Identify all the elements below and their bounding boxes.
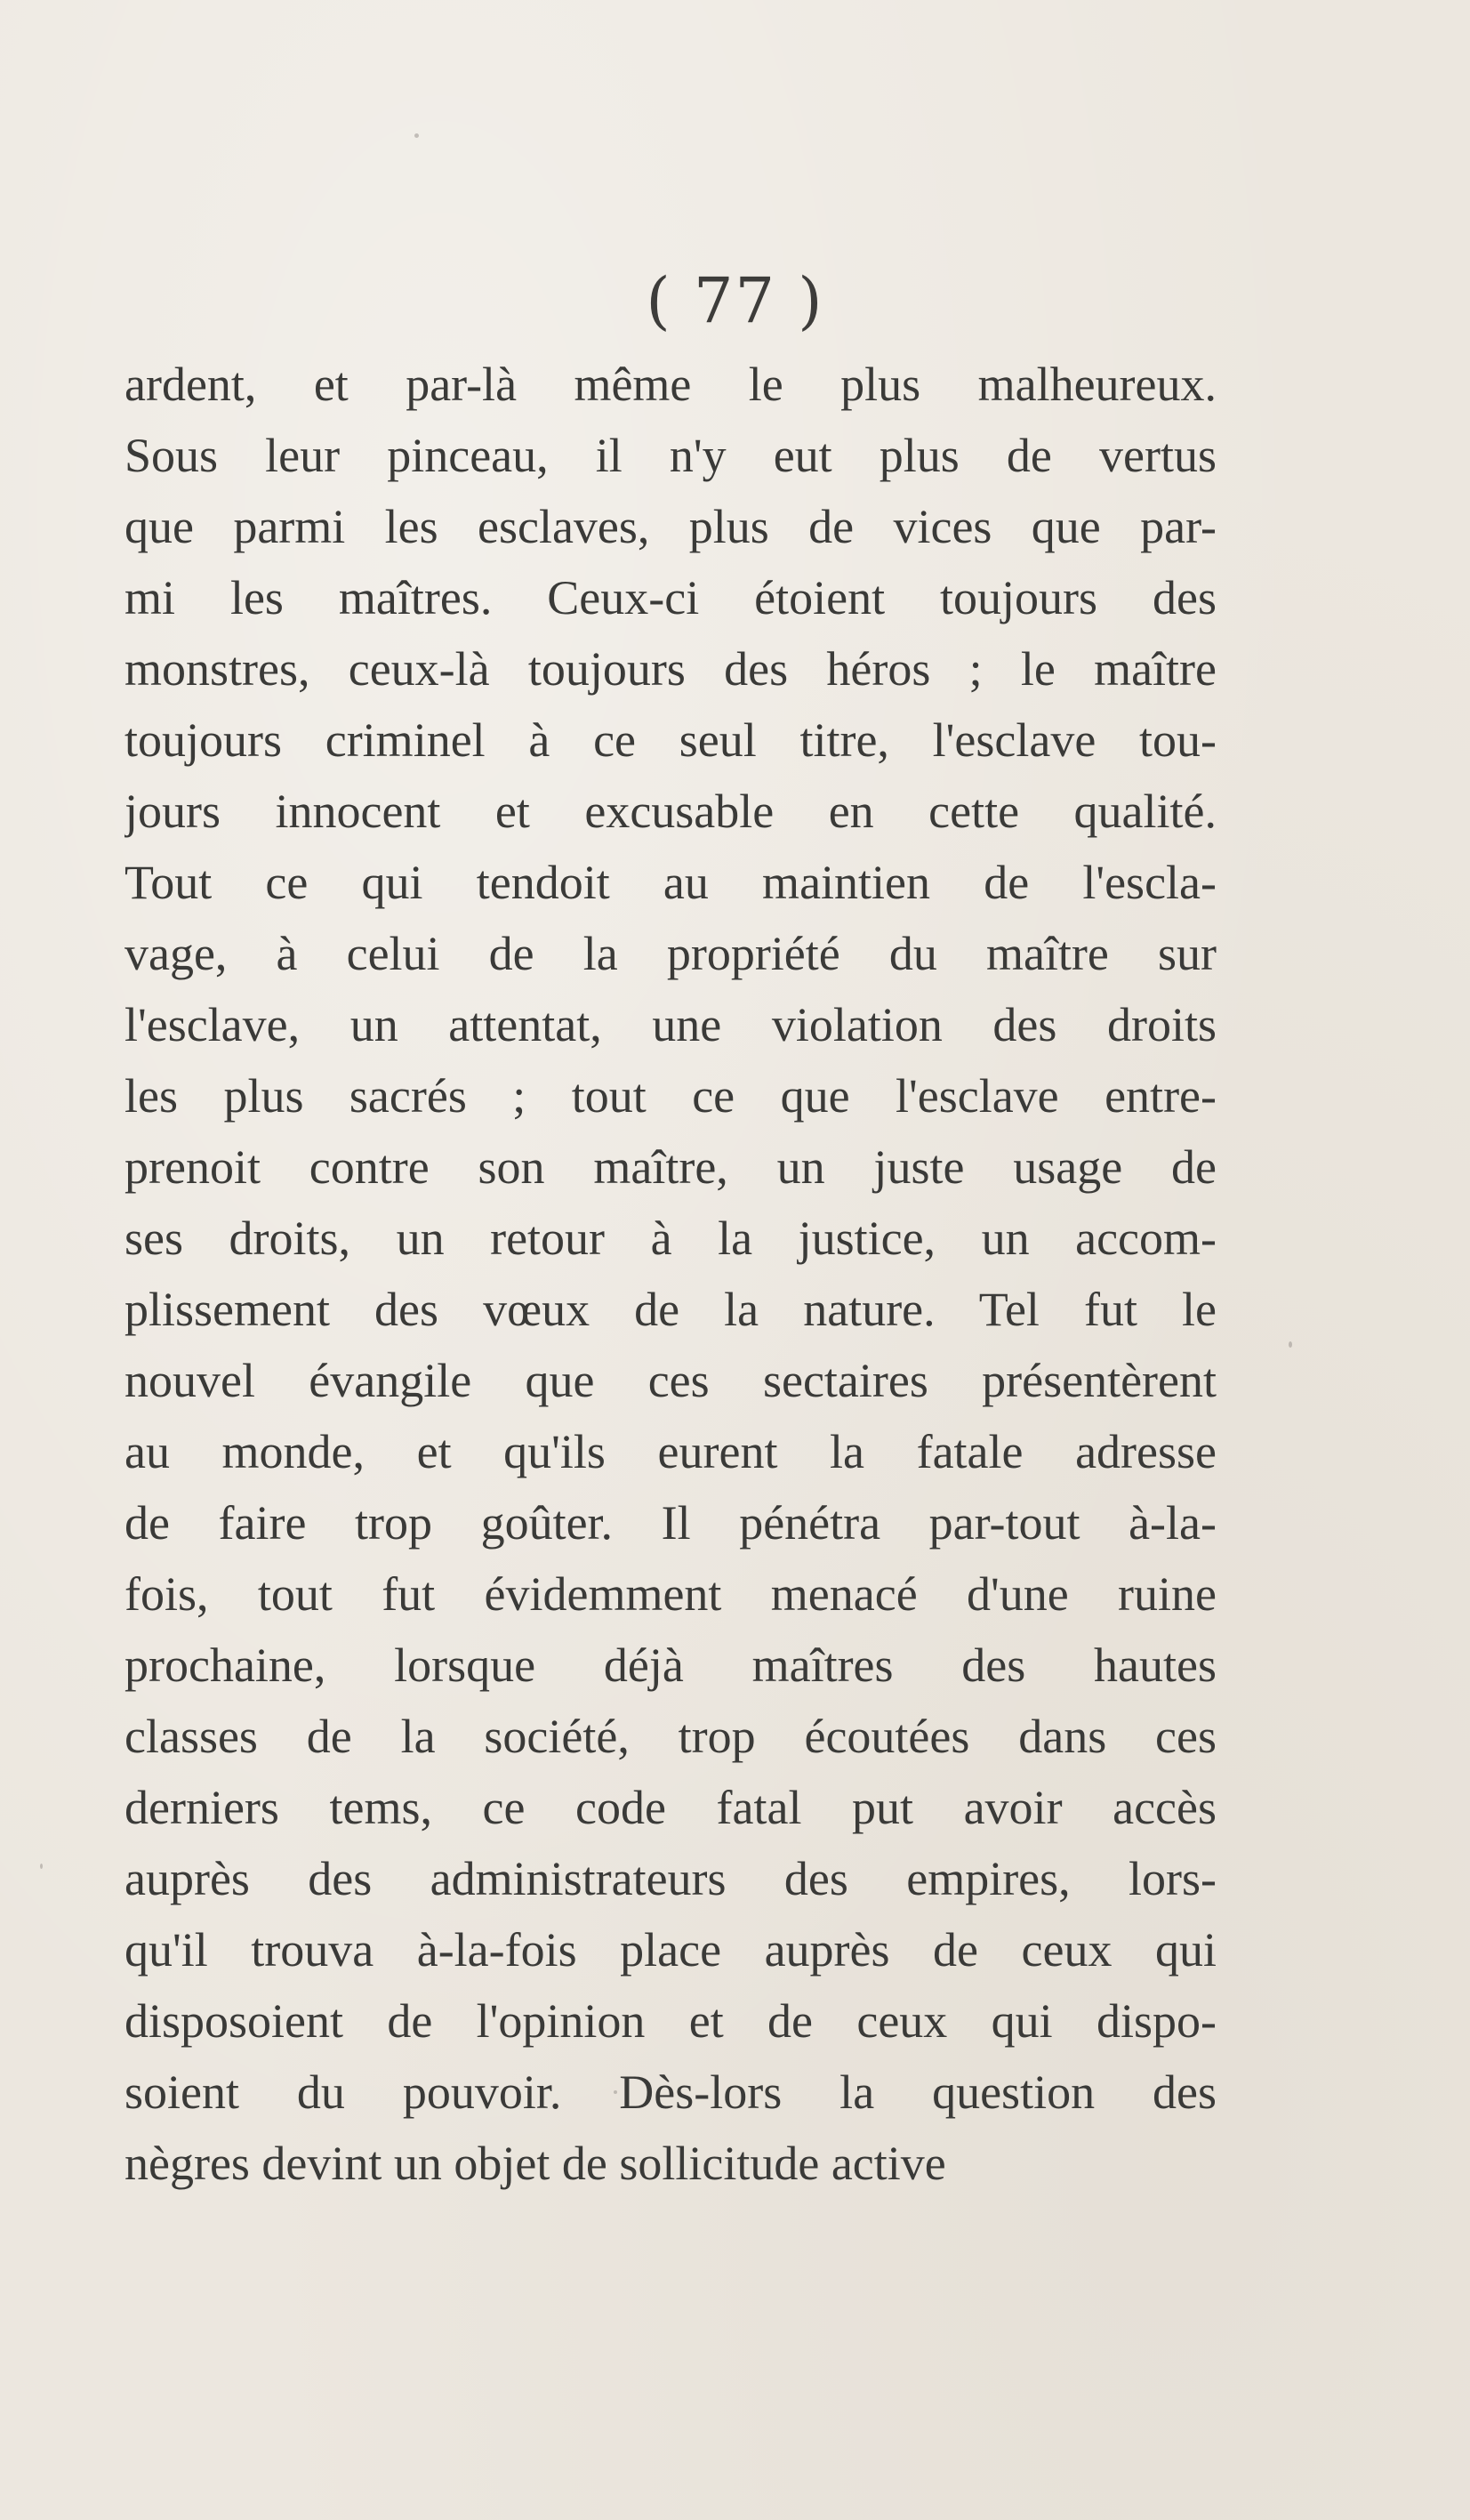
- text-line: ardent, et par-là même le plus malheureux.: [125, 358, 1217, 411]
- text-line: toujours criminel à ce seul titre, l'esclave tou-: [125, 713, 1217, 767]
- paper-speck: [1289, 1341, 1292, 1348]
- text-line: l'esclave, un attentat, une violation des droits: [125, 998, 1217, 1051]
- text-line: disposoient de l'opinion et de ceux qui dispo-: [125, 1994, 1217, 2048]
- text-line: les plus sacrés ; tout ce que l'esclave entre-: [125, 1069, 1217, 1123]
- text-line: que parmi les esclaves, plus de vices que par-: [125, 500, 1217, 553]
- text-line: de faire trop goûter. Il pénétra par-tout à-la-: [125, 1496, 1217, 1550]
- body-text: [125, 349, 1217, 2199]
- text-line: auprès des administrateurs des empires, lors-: [125, 1852, 1217, 1905]
- text-line: nègres devint un objet de sollicitude active: [125, 2137, 946, 2190]
- text-line: Sous leur pinceau, il n'y eut plus de vertus: [125, 429, 1217, 482]
- text-line: prochaine, lorsque déjà maîtres des hautes: [125, 1638, 1217, 1692]
- text-line: derniers tems, ce code fatal put avoir accès: [125, 1781, 1217, 1834]
- text-line: monstres, ceux-là toujours des héros ; le maître: [125, 642, 1217, 696]
- text-line: vage, à celui de la propriété du maître sur: [125, 927, 1217, 980]
- text-line: nouvel évangile que ces sectaires présentèrent: [125, 1354, 1217, 1407]
- paper-speck: [40, 1864, 43, 1869]
- text-line: mi les maîtres. Ceux-ci étoient toujours des: [125, 571, 1217, 624]
- text-line: qu'il trouva à-la-fois place auprès de ceux qui: [125, 1923, 1217, 1977]
- text-line: classes de la société, trop écoutées dans ces: [125, 1710, 1217, 1763]
- text-line: prenoit contre son maître, un juste usage de: [125, 1140, 1217, 1194]
- text-line: au monde, et qu'ils eurent la fatale adresse: [125, 1425, 1217, 1478]
- text-line: soient du pouvoir. Dès-lors la question des: [125, 2065, 1217, 2119]
- paper-speck: [414, 133, 419, 138]
- text-line: jours innocent et excusable en cette qualité.: [125, 785, 1217, 838]
- text-line: plissement des vœux de la nature. Tel fut le: [125, 1283, 1217, 1336]
- page-number: ( 77 ): [646, 264, 824, 337]
- text-line: ses droits, un retour à la justice, un accom-: [125, 1212, 1217, 1265]
- text-line: Tout ce qui tendoit au maintien de l'escla-: [125, 856, 1217, 909]
- text-line: fois, tout fut évidemment menacé d'une ruine: [125, 1567, 1217, 1621]
